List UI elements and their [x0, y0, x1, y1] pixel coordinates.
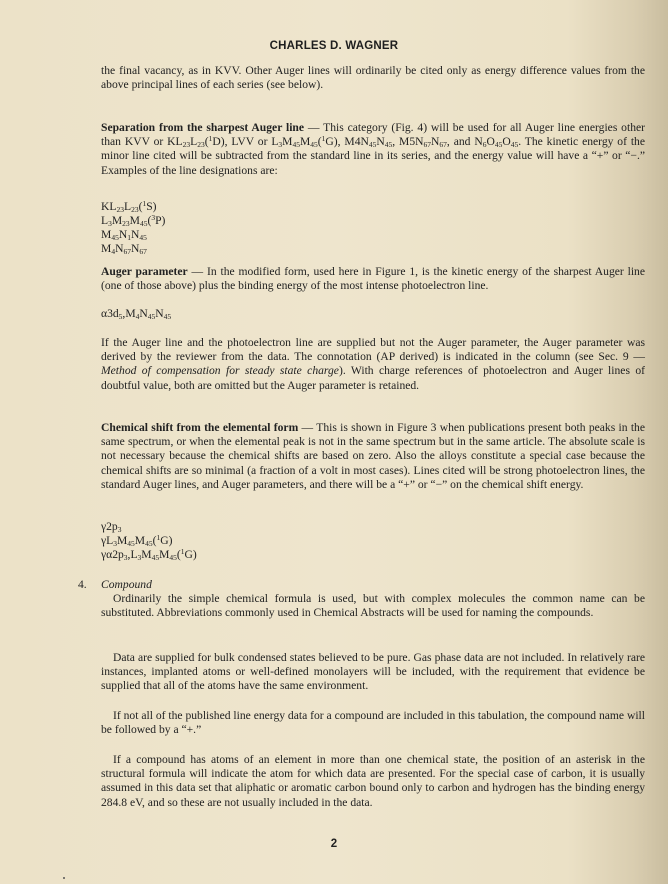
scan-speck: [63, 877, 65, 879]
auger-parameter-paragraph: [101, 265, 645, 293]
section-number: 4.: [78, 578, 87, 591]
example-line-designation: $L_3M_{23}M_{45}(^3P)$: [101, 213, 166, 228]
auger-parameter-text: In the modified form, used here in Figure 1, is the kinetic energy of the sharpest Auger line (one of those above) plus the binding energy of the most intense photoelectron line.: [101, 265, 646, 293]
formula-kl23l23: $KL_{23}L_{23}(^1D)$, LVV or: [167, 134, 272, 150]
sec9-reference: Method of compensation for steady state charge: [101, 364, 339, 378]
separation-text-2: . The kinetic energy of the minor line cited will be subtracted from the standard line in its series, and the energy value will have a “+” or “−.” Examples of the line designations are:: [101, 135, 645, 177]
auger-derived-paragraph: If the Auger line and the photoelectron line are supplied but not the Auger parameter, the Auger parameter was derived by the reviewer from the data. The connotation (AP derived) is indicated in the column (see Sec. 9 — Method of compensation for steady state charge). With charge references of photoelectron and Auger lines of doubtful value, both are omitted but the Auger parameter is retained.: [101, 336, 645, 392]
example-line-designation: $M_4N_{67}N_{67}$: [101, 242, 147, 256]
section-title: Compound: [101, 578, 152, 591]
chemical-shift-paragraph: [101, 421, 645, 492]
separation-lead: Separation from the sharpest Auger line: [101, 121, 305, 134]
dash: —: [187, 265, 207, 278]
dash: —: [304, 121, 324, 134]
compound-paragraph: If a compound has atoms of an element in more than one chemical state, the position of an asterisk in the structural formula will indicate the atom for which data are presented. For the special case of carbon, it is usually assumed in this data set that aliphatic or aromatic carbon bound only to carbon and hydrogen has the binding energy 284.8 eV, and so these are not usually included in the data.: [101, 753, 645, 809]
formula-l3m45m45: $L_3M_{45}M_{45}(^1G)$, $M4N_{45}N_{45}$, $M5N_{67}N_{67}$, and: [271, 134, 471, 150]
compound-paragraph: Ordinarily the simple chemical formula is used, but with complex molecules the common name can be substituted. Abbreviations commonly used in Chemical Abstracts will be used for naming the compounds.: [101, 592, 645, 620]
formula-n6o45o45: $N_6O_{45}O_{45}$: [474, 135, 519, 150]
auger-parameter-example: $\alpha 3d_5,M_4N_{45}N_{45}$: [101, 307, 172, 321]
chemical-shift-example: $\gamma\alpha 2p_3,L_3M_{45}M_{45}(^1G)$: [101, 547, 197, 562]
separation-paragraph: [101, 121, 645, 178]
chemical-shift-text: This is shown in Figure 3 when publications present both peaks in the same spectrum, or when the elemental peak is not in the same spectrum but in the same article. The absolute scale is not necessary because the chemical shifts are based on zero. Also the alloys constitute a special case because the chemical shifts are so minimal (a fraction of a volt in most cases). Lines cited will be strong photoelectron lines, the standard Auger lines, and Auger parameters, and there will be a “+” or “−” on the chemical shift energy.: [101, 421, 646, 491]
example-line-designation: $M_{45}N_1N_{45}$: [101, 228, 147, 242]
chemical-shift-example: $\gamma L_3M_{45}M_{45}(^1G)$: [101, 533, 173, 548]
page-number: 2: [330, 838, 338, 850]
chemical-shift-lead: Chemical shift from the elemental form: [101, 421, 299, 434]
running-head: CHARLES D. WAGNER: [269, 40, 399, 52]
intro-paragraph: the final vacancy, as in KVV. Other Auger lines will ordinarily be cited only as energy difference values from the above principal lines of each series (see below).: [101, 64, 645, 92]
separation-text: This category (Fig. 4) will be used for all Auger line energies other than KVV or: [101, 121, 646, 149]
chemical-shift-example: $\gamma 2p_3$: [101, 520, 122, 534]
dash: —: [298, 421, 317, 434]
auger-parameter-lead: Auger parameter: [101, 265, 188, 278]
compound-paragraph: If not all of the published line energy data for a compound are included in this tabulation, the compound name will be followed by a “+.”: [101, 709, 645, 737]
example-line-designation: $KL_{23}L_{23}(^1S)$: [101, 199, 157, 214]
compound-paragraph: Data are supplied for bulk condensed states believed to be pure. Gas phase data are not included. In relatively rare instances, implanted atoms or well-defined monolayers will be included, with the requirement that evidence be supplied that all of the atoms have the same environment.: [101, 651, 645, 693]
